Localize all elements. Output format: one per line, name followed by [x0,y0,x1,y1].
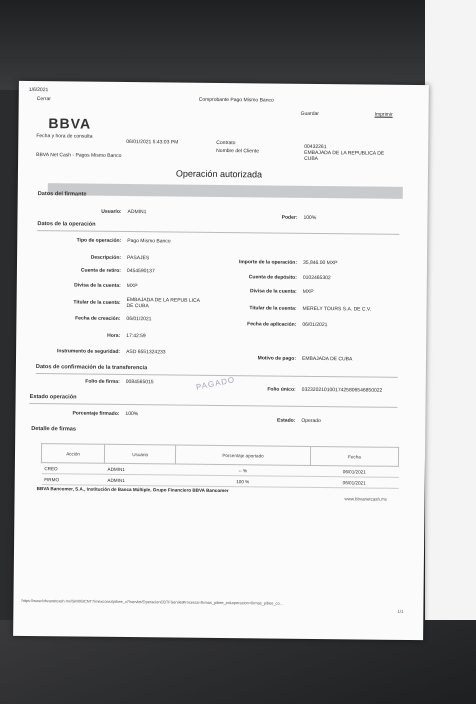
bank-footer: BBVA Bancomer, S.A., Institución de Banca Múltiple, Grupo Financiero BBVA Bancomer [36,486,229,494]
creacion-value: 06/01/2021 [126,316,152,323]
cell: FIRMO [41,474,104,486]
unico-value: 03232021010017425806546850022 [301,386,383,394]
pct-value: 100% [125,411,139,418]
background-top [0,0,476,90]
divider [30,403,398,408]
section-firmante: Datos del firmante [37,191,87,198]
creacion-label: Fecha de creación: [75,315,121,322]
print-url: https://www.bbvanetcash.mx/SMIXBCNT7/mexconsr/pibee_v7/servlet/OperacionCBTFServletProcesso=firmas_pibee_pr&operacion=firmas_pibee_co... [21,597,283,606]
deposito-label: Cuenta de depósito: [248,274,297,281]
section-estado: Estado operación [29,393,77,401]
divider [36,373,398,378]
pct-label: Porcentaje firmado: [72,410,120,417]
client-value-1: EMBAJADA DE LA REPUBLICA DE [304,149,385,157]
titular-value-2: DE CUBA [126,303,149,310]
section-operacion: Datos de la operación [37,221,96,228]
close-link[interactable]: Cerrar [36,96,51,103]
contract-label: Contrato [216,139,236,147]
col-fecha: Fecha [310,446,398,466]
titular2-value: MERELY TOURS S.A. DE C.V. [302,305,372,313]
divisa2-value: MXP [302,288,314,295]
deposito-value: 0102465302 [302,274,331,282]
net-cash-label: BBVA Net Cash - Pagos Mismo Banco [36,152,122,159]
client-value-2: CUBA [304,155,319,163]
titular-value-1: EMBAJADA DE LA REPUB LICA [126,297,201,304]
print-link[interactable]: Imprimir [374,111,393,118]
folio-label: Folio de firma: [85,378,120,385]
divider [37,230,399,235]
estado-label: Estado: [276,417,296,424]
divisa2-label: Divisa de la cuenta: [250,288,297,295]
print-date: 1/6/2021 [28,86,49,94]
desc-value: PASAJES [127,255,150,262]
aplicacion-value: 06/01/2021 [302,321,328,329]
section-confirmacion: Datos de confirmación de la transferencia [35,364,148,372]
contract-value: 00432261 [304,143,327,151]
pagado-stamp: PAGADO [195,375,236,392]
client-label: Nombre del Cliente [216,147,260,155]
page-number: 1/1 [397,608,404,614]
user-value: ADMIN1 [127,209,147,216]
section-firmas: Detalle de firmas [31,426,77,433]
cell: 100 % [175,475,310,487]
seguridad-value: ASD 6551324233 [126,349,166,356]
retiro-label: Cuenta de retiro: [80,267,121,274]
importe-value: 35,846.00 MXP [302,259,338,267]
document-title: Comprobante Pago Mismo Banco [198,96,274,104]
tipo-value: Pago Mismo Banco [127,238,171,245]
retiro-value: 0454590137 [126,268,155,275]
col-porcentaje: Porcentaje aportado [176,445,311,465]
seguridad-label: Instrumento de seguridad: [56,348,121,355]
cell: ADMIN1 [105,463,176,475]
importe-label: Importe de la operación: [238,259,298,266]
motivo-value: EMBAJADA DE CUBA [301,355,353,363]
aplicacion-label: Fecha de aplicación: [247,321,297,328]
cell: -- % [175,464,310,476]
consult-label: Fecha y hora de consulta [36,133,93,140]
save-link[interactable]: Guardar [300,110,319,118]
col-usuario: Usuario [105,444,176,464]
power-label: Poder: [281,214,298,221]
hora-value: 17:42:59 [126,333,146,340]
titular-label: Titular de la cuenta: [73,299,121,306]
bbva-logo: BBVA [48,115,92,132]
estado-value: Operado [301,417,321,425]
printed-receipt [13,81,429,640]
main-title: Operación autorizada [175,168,263,180]
user-label: Usuario: [101,208,122,215]
divisa-label: Divisa de la cuenta: [74,282,121,289]
firmas-table [41,443,399,489]
divisa-value: MXP [126,283,138,290]
header-bar [48,183,403,199]
cell: 06/01/2021 [310,465,398,477]
consult-value: 06/01/2021 5:43:03 PM [126,138,179,146]
hora-label: Hora: [107,332,121,339]
cell: CREO [41,463,104,475]
motivo-label: Motivo de pago: [257,355,297,362]
cell: ADMIN1 [104,474,175,486]
cell: 06/01/2021 [310,476,398,488]
folio-value: 0084565015 [125,379,154,386]
unico-label: Folio único: [267,386,296,393]
background-right [425,0,476,704]
titular2-label: Titular de la cuenta: [249,305,297,312]
power-value: 100% [303,214,317,221]
col-accion: Acción [41,444,104,464]
desc-label: Descripción: [90,254,122,261]
site-footer: www.bbvanetcash.mx [344,496,388,502]
tipo-label: Tipo de operación: [76,237,122,244]
